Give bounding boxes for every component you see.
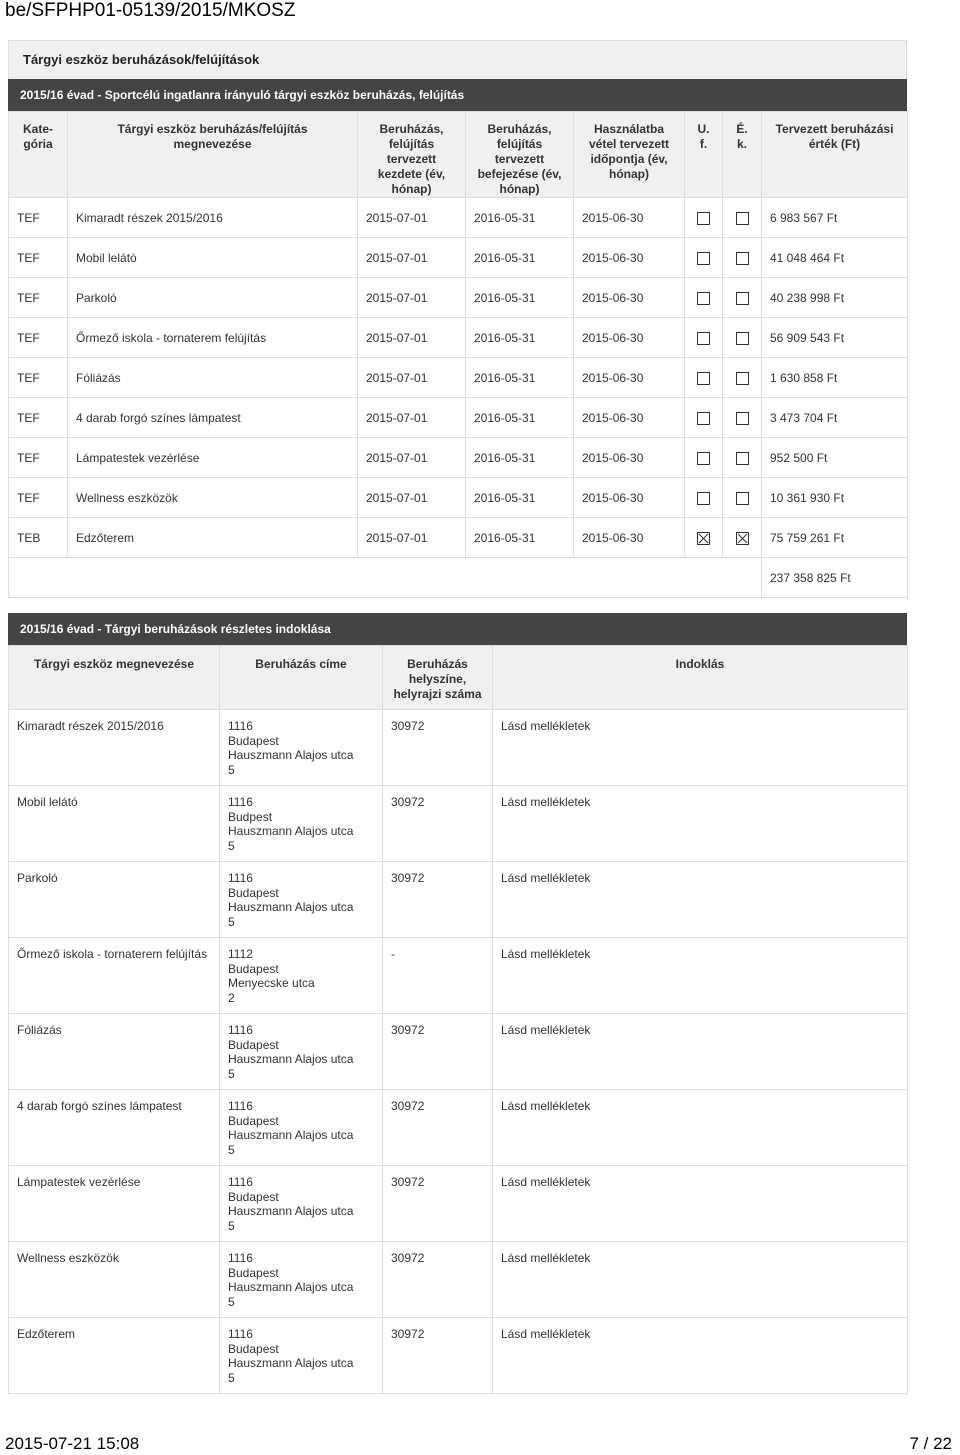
row-reason: Lásd mellékletek — [493, 710, 908, 786]
row-ek-cell — [723, 278, 762, 318]
uf-checkbox[interactable] — [697, 252, 710, 265]
address-line: 5 — [228, 1142, 235, 1157]
uf-checkbox[interactable] — [697, 292, 710, 305]
row-asset: Lámpatestek vezérlése — [9, 1166, 220, 1242]
row-end-date: 2016-05-31 — [466, 478, 574, 518]
row-start-date: 2015-07-01 — [358, 238, 466, 278]
row-uf-cell — [685, 198, 723, 238]
address-line: 5 — [228, 762, 235, 777]
header-start: Beruházás, felújítás tervezett kezdete (év, hónap) — [358, 112, 466, 198]
table-row — [9, 1014, 908, 1090]
address-line: 1116 — [228, 1023, 253, 1037]
section-title: Tárgyi eszköz beruházások/felújítások — [8, 40, 907, 79]
address-line: Budapest — [228, 1189, 279, 1204]
address-line: Budapest — [228, 733, 279, 748]
row-value: 56 909 543 Ft — [762, 318, 908, 358]
address-line: Hauszmann Alajos utca — [228, 824, 354, 838]
address-line: 5 — [228, 1370, 235, 1385]
row-value: 1 630 858 Ft — [762, 358, 908, 398]
row-address — [220, 1166, 383, 1242]
row-start-date: 2015-07-01 — [358, 478, 466, 518]
row-start-date: 2015-07-01 — [358, 358, 466, 398]
row-category: TEF — [9, 278, 68, 318]
address-line: Menyecske utca — [228, 976, 315, 990]
investment-table — [8, 111, 908, 598]
address-line: 1116 — [228, 871, 253, 885]
row-asset: Fóliázás — [9, 1014, 220, 1090]
table-row — [9, 1166, 908, 1242]
address-line: Budapest — [228, 961, 279, 976]
address-line: Budapest — [228, 1037, 279, 1052]
row-name: Edzőterem — [68, 518, 358, 558]
row-usage-date: 2015-06-30 — [574, 478, 685, 518]
ek-checkbox[interactable] — [736, 492, 749, 505]
row-name: Fóliázás — [68, 358, 358, 398]
table2-header-row — [9, 646, 908, 710]
uf-checkbox[interactable] — [697, 372, 710, 385]
address-line: 1116 — [228, 1099, 253, 1113]
address-line: Hauszmann Alajos utca — [228, 1356, 354, 1370]
row-location: - — [383, 938, 493, 1014]
row-category: TEF — [9, 398, 68, 438]
row-asset: 4 darab forgó színes lámpatest — [9, 1090, 220, 1166]
address-line: 1116 — [228, 795, 253, 809]
table-row — [9, 1318, 908, 1394]
row-ek-cell — [723, 518, 762, 558]
address-line: 5 — [228, 1218, 235, 1233]
ek-checkbox[interactable] — [736, 332, 749, 345]
address-line: 1116 — [228, 1251, 253, 1265]
header-address: Beruházás címe — [220, 646, 383, 710]
address-line: 1116 — [228, 1327, 253, 1341]
row-end-date: 2016-05-31 — [466, 438, 574, 478]
row-category: TEF — [9, 238, 68, 278]
row-start-date: 2015-07-01 — [358, 438, 466, 478]
ek-checkbox[interactable] — [736, 252, 749, 265]
address-line: Hauszmann Alajos utca — [228, 1280, 354, 1294]
row-address — [220, 938, 383, 1014]
table-row — [9, 198, 908, 238]
row-ek-cell — [723, 198, 762, 238]
header-usage: Használatba vétel tervezett időpontja (év, hónap) — [574, 112, 685, 198]
row-reason: Lásd mellékletek — [493, 1166, 908, 1242]
row-ek-cell — [723, 358, 762, 398]
table-row — [9, 318, 908, 358]
uf-checkbox[interactable] — [697, 492, 710, 505]
ek-checkbox[interactable] — [736, 292, 749, 305]
row-asset: Wellness eszközök — [9, 1242, 220, 1318]
address-line: Hauszmann Alajos utca — [228, 1052, 354, 1066]
row-asset: Kimaradt részek 2015/2016 — [9, 710, 220, 786]
total-spacer — [9, 558, 762, 598]
row-value: 10 361 930 Ft — [762, 478, 908, 518]
row-location: 30972 — [383, 710, 493, 786]
row-end-date: 2016-05-31 — [466, 518, 574, 558]
row-start-date: 2015-07-01 — [358, 198, 466, 238]
row-value: 3 473 704 Ft — [762, 398, 908, 438]
row-ek-cell — [723, 398, 762, 438]
row-uf-cell — [685, 398, 723, 438]
row-category: TEF — [9, 478, 68, 518]
table2-title-bar: 2015/16 évad - Tárgyi beruházások részletes indoklása — [8, 613, 907, 645]
address-line: 2 — [228, 990, 235, 1005]
row-location: 30972 — [383, 1090, 493, 1166]
address-line: 5 — [228, 914, 235, 929]
header-category: Kate- gória — [9, 112, 68, 198]
row-uf-cell — [685, 518, 723, 558]
justification-table — [8, 645, 908, 1394]
row-location: 30972 — [383, 1318, 493, 1394]
address-line: 5 — [228, 1294, 235, 1309]
table-row — [9, 518, 908, 558]
row-address — [220, 1090, 383, 1166]
header-asset: Tárgyi eszköz megnevezése — [9, 646, 220, 710]
table-row — [9, 786, 908, 862]
row-usage-date: 2015-06-30 — [574, 518, 685, 558]
row-usage-date: 2015-06-30 — [574, 438, 685, 478]
table-row — [9, 1242, 908, 1318]
table-row — [9, 398, 908, 438]
row-uf-cell — [685, 478, 723, 518]
row-reason: Lásd mellékletek — [493, 1090, 908, 1166]
address-line: Budapest — [228, 1341, 279, 1356]
row-reason: Lásd mellékletek — [493, 1014, 908, 1090]
address-line: Budapest — [228, 885, 279, 900]
uf-checkbox[interactable] — [697, 332, 710, 345]
row-start-date: 2015-07-01 — [358, 518, 466, 558]
row-usage-date: 2015-06-30 — [574, 278, 685, 318]
header-location: Beruházás helyszíne, helyrajzi száma — [383, 646, 493, 710]
row-asset: Parkoló — [9, 862, 220, 938]
row-start-date: 2015-07-01 — [358, 398, 466, 438]
address-line: Hauszmann Alajos utca — [228, 1204, 354, 1218]
uf-checkbox[interactable] — [697, 212, 710, 225]
address-line: 5 — [228, 838, 235, 853]
address-line: Budpest — [228, 809, 273, 824]
row-usage-date: 2015-06-30 — [574, 358, 685, 398]
table-row — [9, 710, 908, 786]
header-name: Tárgyi eszköz beruházás/felújítás megnevezése — [68, 112, 358, 198]
row-category: TEB — [9, 518, 68, 558]
address-line: Hauszmann Alajos utca — [228, 1128, 354, 1142]
row-name: Lámpatestek vezérlése — [68, 438, 358, 478]
table-row — [9, 238, 908, 278]
row-name: Őrmező iskola - tornaterem felújítás — [68, 318, 358, 358]
row-address — [220, 1318, 383, 1394]
row-end-date: 2016-05-31 — [466, 198, 574, 238]
row-uf-cell — [685, 238, 723, 278]
row-start-date: 2015-07-01 — [358, 278, 466, 318]
header-uf: U. f. — [685, 112, 723, 198]
row-value: 6 983 567 Ft — [762, 198, 908, 238]
uf-checkbox[interactable] — [697, 452, 710, 465]
row-asset: Edzőterem — [9, 1318, 220, 1394]
address-line: Hauszmann Alajos utca — [228, 748, 354, 762]
row-address — [220, 1242, 383, 1318]
table-row — [9, 1090, 908, 1166]
row-asset: Mobil lelátó — [9, 786, 220, 862]
row-category: TEF — [9, 318, 68, 358]
row-name: 4 darab forgó színes lámpatest — [68, 398, 358, 438]
row-end-date: 2016-05-31 — [466, 358, 574, 398]
row-reason: Lásd mellékletek — [493, 938, 908, 1014]
row-category: TEF — [9, 438, 68, 478]
address-line: 1116 — [228, 719, 253, 733]
row-uf-cell — [685, 318, 723, 358]
ek-checkbox[interactable] — [736, 412, 749, 425]
row-category: TEF — [9, 198, 68, 238]
row-name: Wellness eszközök — [68, 478, 358, 518]
row-ek-cell — [723, 318, 762, 358]
table-row — [9, 938, 908, 1014]
row-reason: Lásd mellékletek — [493, 1242, 908, 1318]
row-end-date: 2016-05-31 — [466, 238, 574, 278]
header-end: Beruházás, felújítás tervezett befejezése (év, hónap) — [466, 112, 574, 198]
row-value: 40 238 998 Ft — [762, 278, 908, 318]
row-usage-date: 2015-06-30 — [574, 318, 685, 358]
ek-checkbox[interactable] — [736, 532, 749, 545]
footer-timestamp: 2015-07-21 15:08 — [5, 1434, 140, 1453]
row-reason: Lásd mellékletek — [493, 862, 908, 938]
row-location: 30972 — [383, 786, 493, 862]
row-uf-cell — [685, 438, 723, 478]
ek-checkbox[interactable] — [736, 372, 749, 385]
row-category: TEF — [9, 358, 68, 398]
row-value: 75 759 261 Ft — [762, 518, 908, 558]
row-location: 30972 — [383, 862, 493, 938]
row-location: 30972 — [383, 1166, 493, 1242]
row-name: Parkoló — [68, 278, 358, 318]
row-uf-cell — [685, 278, 723, 318]
total-row — [9, 558, 908, 598]
footer-page-number: 7 / 22 — [909, 1434, 952, 1453]
uf-checkbox[interactable] — [697, 532, 710, 545]
address-line: Budapest — [228, 1113, 279, 1128]
row-reason: Lásd mellékletek — [493, 786, 908, 862]
row-uf-cell — [685, 358, 723, 398]
row-address — [220, 786, 383, 862]
row-address — [220, 1014, 383, 1090]
total-value: 237 358 825 Ft — [762, 558, 908, 598]
row-location: 30972 — [383, 1242, 493, 1318]
header-reason: Indoklás — [493, 646, 908, 710]
address-line: 1116 — [228, 1175, 253, 1189]
document-id: be/SFPHP01-05139/2015/MKOSZ — [5, 0, 296, 21]
row-value: 41 048 464 Ft — [762, 238, 908, 278]
header-ek: É. k. — [723, 112, 762, 198]
investment-section — [8, 40, 907, 1404]
row-name: Mobil lelátó — [68, 238, 358, 278]
row-location: 30972 — [383, 1014, 493, 1090]
row-address — [220, 862, 383, 938]
ek-checkbox[interactable] — [736, 212, 749, 225]
table-row — [9, 862, 908, 938]
row-end-date: 2016-05-31 — [466, 278, 574, 318]
ek-checkbox[interactable] — [736, 452, 749, 465]
row-start-date: 2015-07-01 — [358, 318, 466, 358]
row-usage-date: 2015-06-30 — [574, 198, 685, 238]
address-line: 5 — [228, 1066, 235, 1081]
table-row — [9, 478, 908, 518]
row-usage-date: 2015-06-30 — [574, 238, 685, 278]
table-row — [9, 438, 908, 478]
header-value: Tervezett beruházási érték (Ft) — [762, 112, 908, 198]
row-asset: Őrmező iskola - tornaterem felújítás — [9, 938, 220, 1014]
row-ek-cell — [723, 478, 762, 518]
row-address — [220, 710, 383, 786]
row-usage-date: 2015-06-30 — [574, 398, 685, 438]
table1-title-bar: 2015/16 évad - Sportcélú ingatlanra irányuló tárgyi eszköz beruházás, felújítás — [8, 79, 907, 111]
row-ek-cell — [723, 238, 762, 278]
row-name: Kimaradt részek 2015/2016 — [68, 198, 358, 238]
table1-header-row — [9, 112, 908, 198]
address-line: Budapest — [228, 1265, 279, 1280]
row-value: 952 500 Ft — [762, 438, 908, 478]
row-ek-cell — [723, 438, 762, 478]
row-reason: Lásd mellékletek — [493, 1318, 908, 1394]
uf-checkbox[interactable] — [697, 412, 710, 425]
address-line: 1112 — [228, 947, 253, 961]
address-line: Hauszmann Alajos utca — [228, 900, 354, 914]
row-end-date: 2016-05-31 — [466, 318, 574, 358]
table-row — [9, 358, 908, 398]
table-row — [9, 278, 908, 318]
row-end-date: 2016-05-31 — [466, 398, 574, 438]
